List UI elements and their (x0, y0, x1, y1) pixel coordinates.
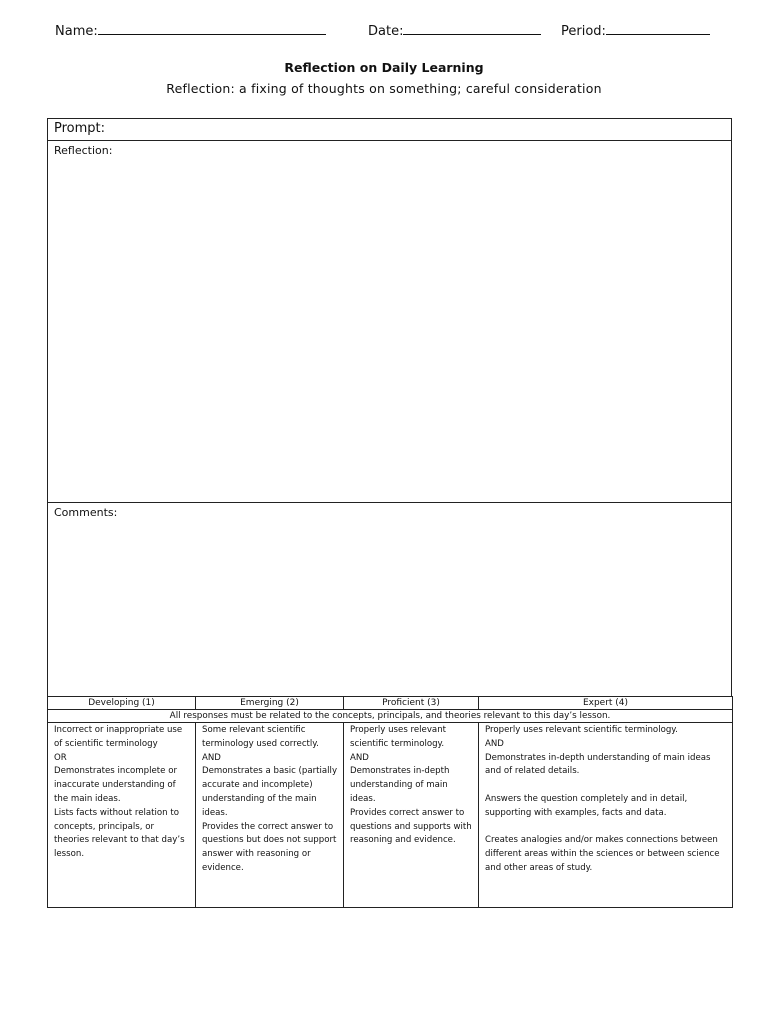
rubric-col-developing: Developing (1) (48, 697, 196, 710)
reflection-box[interactable] (47, 140, 732, 503)
rubric-desc-expert: Properly uses relevant scientific terminology. AND Demonstrates in-depth understanding of main ideas and of related details. Answers the question completely and in detail, supporting with examples, facts and data. Creates analogies and/or makes connections between different areas within the sciences or between science and other areas of study. (479, 723, 733, 908)
rubric-note-row (48, 710, 733, 723)
rubric-desc-proficient: Properly uses relevant scientific terminology. AND Demonstrates in-depth understanding of main ideas. Provides correct answer to questions and supports with reasoning and evidence. (344, 723, 479, 908)
name-blank-line[interactable] (98, 22, 326, 35)
prompt-box[interactable] (47, 118, 732, 141)
rubric-header-row (48, 697, 733, 710)
page-title: Reflection on Daily Learning (284, 60, 484, 75)
name-field[interactable] (55, 22, 326, 39)
reflection-label: Reflection: (54, 144, 113, 157)
rubric-description-row (48, 723, 733, 908)
date-blank-line[interactable] (403, 22, 541, 35)
comments-box[interactable] (47, 502, 732, 697)
date-label: Date: (368, 24, 404, 39)
rubric-table (47, 696, 733, 908)
rubric-col-emerging: Emerging (2) (196, 697, 344, 710)
page-subtitle: Reflection: a fixing of thoughts on something; careful consideration (166, 81, 602, 96)
name-label: Name: (55, 24, 98, 39)
comments-label: Comments: (54, 506, 118, 519)
period-field[interactable] (561, 22, 710, 39)
rubric-desc-developing: Incorrect or inappropriate use of scientific terminology OR Demonstrates incomplete or inaccurate understanding of the main ideas. Lists facts without relation to concepts, principals, or theories relevant to that day’s lesson. (48, 723, 196, 908)
prompt-label: Prompt: (54, 121, 106, 136)
period-blank-line[interactable] (606, 22, 710, 35)
date-field[interactable] (368, 22, 541, 39)
rubric-desc-emerging: Some relevant scientific terminology used correctly. AND Demonstrates a basic (partially accurate and incomplete) understanding of the main ideas. Provides the correct answer to questions but does not support answer with reasoning or evidence. (196, 723, 344, 908)
rubric-col-proficient: Proficient (3) (344, 697, 479, 710)
period-label: Period: (561, 24, 606, 39)
rubric-col-expert: Expert (4) (479, 697, 733, 710)
student-info-header (55, 22, 713, 42)
rubric-note: All responses must be related to the concepts, principals, and theories relevant to this day’s lesson. (48, 710, 733, 723)
